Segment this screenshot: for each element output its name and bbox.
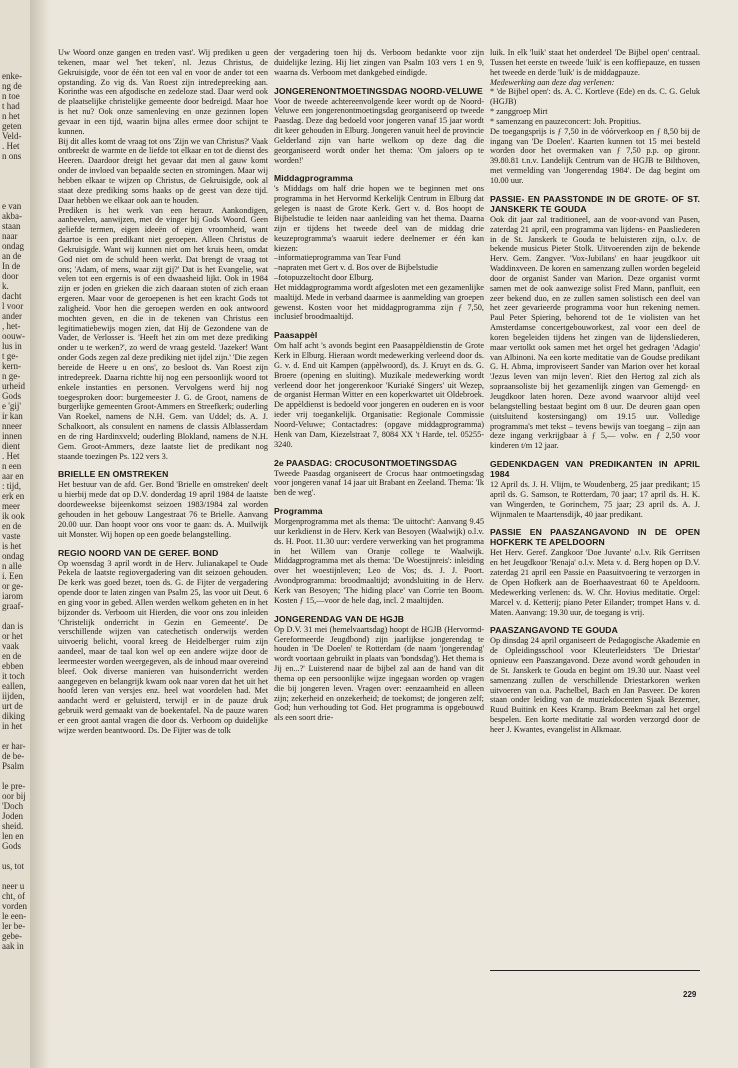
gutter-fragment: kern- — [2, 361, 21, 371]
gutter-fragment: diking — [2, 711, 26, 721]
column-left — [58, 48, 268, 736]
paragraph: Morgenprogramma met als thema: 'De uittocht': Aanvang 9.45 uur kerkdienst in de Herv. Kerk van Besoyen (Waalwijk) o.l.v. ds. H. Poot. 11.30 uur: verdere verwerking van het programma in het Willem van Oranje college te Waalwijk. Middagprogramma met als thema: 'De Woestijnreis': inleiding over het woestijnleven; Leo de Vos; ds. J. J. Poort. Avondprogramma: broodmaaltijd; avondsluiting in de Herv. Kerk van Besoyen; 'The hiding place' van Corrie ten Boom. Kosten ƒ 15,—voor de hele dag, incl. 2 maaltijden. — [274, 517, 484, 605]
gutter-fragment: n een — [2, 461, 22, 471]
gutter-fragment: i. Een — [2, 571, 23, 581]
gutter-fragment: 'Doch — [2, 801, 24, 811]
gutter-fragment: l voor — [2, 301, 24, 311]
gutter-fragment: neer u — [2, 881, 25, 891]
gutter-fragment: is het — [2, 541, 22, 551]
gutter-fragment: Psalm — [2, 761, 25, 771]
gutter-fragment: ander — [2, 311, 22, 321]
column-end-rule — [490, 970, 700, 971]
paragraph: Het Herv. Geref. Zangkoor 'Doe Juvante' o.l.v. Rik Gerritsen en het Jeugdkoor 'Renaja' o.l.v. Meta v. d. Berg hopen op D.V. zaterdag 21 april een Passie en Paasuitvoering te verzorgen in de Open Hofkerk aan de Boerhaavestraat 60 te Apeldoorn. Medewerking verlenen: ds. W. Chr. Hovius meditatie. Orgel: Marcel v. d. Ketterij; piano Peter Eilander; trompet Hans v. d. Maten. Aanvang: 19.30 uur, de toegang is vrij. — [490, 548, 700, 617]
gutter-fragment: Veld- — [2, 131, 22, 141]
paragraph: Prediken is het werk van een herauт. Aankondigen, aanbevelen, aanwijzen, met de vinger bij Gods Woord. Geen geliefde termen, eigen ideeën of eigen vroomheid, want daartoe is een predikant niet geroepen. Alleen Christus de Gekruisigde. Want wij kunnen niet om het kruis heen, omdat God niet om de schuld heen werkt. Dat brengt de vraag tot ons; 'Adam, of mens, waar zijt gij?' Dat is het Evangelie, wat velen tot een ergernis is of een dwaasheid lijkt. Ook in 1984 zijn er joden en grieken die zich daaraan stoten of zich eraan ergeren. Maar voor de geroepenen is het een kracht Gods tot zaligheid. Voor hen die geroepen werden en ook antwoord mochten geven, en die in de tekenen van Christus een legitimatiebewijs mogen zien, dat Hij de Gezondene van de Vader, de Verlosser is. 'Heeft het zin om met deze prediking onder u te werken?', zo werd de vraag gesteld. 'Jazeker! Want onder Gods zegen zal deze prediking niet ijdel zijn.' 'Die zegen bereide de Heere u en ons', zo besloot ds. Van Roest zijn intredepreek. Daarna richtte hij nog een persoonlijk woord tot enkele instanties en personen. Vervolgens werd hij nog toegesproken door: burgemeester J. G. de Groot, namens de burgerlijke gemeenten Groot-Ammers en Streefkerk; ouderling Van Roekel, namens de N.H. Gem. van Uddel; ds. A. J. Schalkoort, als consulent en namens de classis Alblasserdam en de ring Hardinxveld; ouderling Blokland, namens de N.H. Gem. Groot-Ammers, deze laatste liet de predikant nog staande toezingen Ps. 122 vers 3. — [58, 205, 268, 461]
gutter-fragment: Joden — [2, 811, 23, 821]
gutter-fragment: ler be- — [2, 921, 26, 931]
gutter-fragment: an de — [2, 251, 22, 261]
gutter-fragment: vaste — [2, 531, 21, 541]
gutter-fragment: dient — [2, 441, 20, 451]
gutter-fragment: geten — [2, 121, 22, 131]
previous-page-edge — [0, 0, 31, 1068]
gutter-fragment: le pre- — [2, 781, 26, 791]
gutter-fragment: innen — [2, 431, 22, 441]
paragraph: Op D.V. 31 mei (hemelvaartsdag) hoopt de HGJB (Hervormd-Gereformeerde Jeugdbond) zijn jaarlijkse jongerendag te houden in 'De Doelen' te Rotterdam (de naam 'jongerendag' wordt voortaan gebruikt in plaats van 'bondsdag'). Het thema is Jij en...?' Luisterend naar de bijbel zal aan de hand van dit thema op een persoonlijke wijze ingegaan worden op vragen die bij jongeren leven. Vragen over: eenzaamheid en alleen zijn; zekerheid en onzekerheid; de toekomst; de jongeren zelf; God; hun verhouding tot God. Het programma is opgebouwd als een soort drie- — [274, 624, 484, 723]
paragraph: Uw Woord onze gangen en treden vast'. Wij prediken u geen tekenen, maar wel 'het teken', nl. Jezus Christus, de Gekruisigde, voor de één tot een val en voor de ander tot een opstanding. Zo vig ds. Van Roest zijn intredepreeking aan. Korinthe was een afgodische en zedeloze stad. Daar werd ook de plaatselijke christelijke gemeente door bedreigd. Maar hoe is het nu? Ook onze samenleving en onze gezinnen lopen gevaar in een tijd, waarin bijna alles ermee door schijnt te kunnen. — [58, 48, 268, 136]
gutter-fragment: oouw- — [2, 331, 25, 341]
gutter-fragment: aak in — [2, 941, 24, 951]
gutter-fragment: in het — [2, 721, 23, 731]
gutter-fragment: n ge- — [2, 371, 21, 381]
list-item: * samenzang en pauzeconcert: Joh. Propitius. — [490, 116, 641, 126]
section-heading: GEDENKDAGEN VAN PREDIKANTEN IN APRIL 1984 — [490, 459, 700, 480]
gutter-fragment: le een- — [2, 911, 27, 921]
gutter-fragment: it toch — [2, 671, 25, 681]
gutter-fragment: , het- — [2, 321, 21, 331]
gutter-fragment: us, tot — [2, 861, 25, 871]
gutter-fragment: iijden, — [2, 691, 25, 701]
gutter-fragment: : tijd, — [2, 481, 22, 491]
paragraph: Het bestuur van de afd. Ger. Bond 'Brielle en omstreken' deelt u hierbij mede dat op D.V. donderdag 19 april 1984 de laatste doordeweekse bijeenkomst seizoen 1983/1984 zal worden gehouden in het gebouw Langestraat 76 te Brielle. Aanvang 20.00 uur. Dan hoopt voor ons voor te gaan: ds. A. Muilwijk uit Monster. Wij hopen op een goede belangstelling. — [58, 480, 268, 539]
section-heading: JONGERENDAG VAN DE HGJB — [274, 613, 405, 624]
gutter-fragment: len en — [2, 831, 24, 841]
gutter-fragment: . Het — [2, 451, 20, 461]
section-heading: BRIELLE EN OMSTREKEN — [58, 469, 169, 480]
gutter-fragment: vaak — [2, 641, 19, 651]
gutter-fragment: urheid — [2, 381, 25, 391]
page-spine-shadow — [30, 0, 50, 1068]
section-heading: JONGERENONTMOETINGSDAG NOORD-VELUWE — [274, 85, 483, 96]
gutter-fragment: iarom — [2, 591, 23, 601]
gutter-fragment: naar — [2, 231, 18, 241]
gutter-fragment: en de — [2, 521, 22, 531]
gutter-fragment: sheid. — [2, 821, 24, 831]
gutter-fragment: ondag — [2, 241, 24, 251]
gutter-fragment: urt de — [2, 701, 23, 711]
paragraph: Op dinsdag 24 april organiseert de Pedagogische Akademie en de Opleidingsschool voor Kleuterleidsters 'De Driestar' opnieuw een Paaszangavond. Deze avond wordt gehouden in de St. Janskerk te Gouda en begint om 19.30 uur. Naast veel samenzang zullen de verschillende Driestarkoren werken uitvoeren van o.a. Pachelbel, Bach en Jan Pasveer. De koren staan onder leiding van de muziekdocenten Sjaak Bezemer, Ruud Buitink en Kees Kramp. Bram Beekman zal het orgel bespelen. Een korte meditatie zal worden verzorgd door de heer J. Kwantes, evangelist in Alkmaar. — [490, 636, 700, 734]
gutter-fragment: eallen, — [2, 681, 26, 691]
gutter-fragment: ondag — [2, 551, 24, 561]
section-heading: PAASZANGAVOND TE GOUDA — [490, 625, 618, 636]
gutter-fragment: enke- — [2, 71, 22, 81]
gutter-fragment: erk en — [2, 491, 25, 501]
paragraph: Om half acht 's avonds begint een Paasappèldienstin de Grote Kerk in Elburg. Hieraan wordt medewerking verleend door ds. G. v. d. End uit Kampen (appèlwoord), ds. J. Kruyt en ds. G. Broere (opening en sluiting). Muzikale medewerking wordt verleend door het jongerenkoor 'Kuriaké Singers' uit Wezep, de organist Herman Witter en een koperkwartet uit Oldebroek. De appèldienst is bedoeld voor jongeren en ouderen en is voor ieder vrij toegankelijk. Organisatie: Regionale Commissie Noord-Veluwe; Contactadres: (opgave middagprogramma) Henk van Dam, Kiezelstraat 7, 8084 XX 't Harde, tel. 05255-3240. — [274, 341, 484, 449]
paragraph: Op woensdag 3 april wordt in de Herv. Julianakapel te Oude Pekela de laatste regiovergadering van dit seizoen gehouden. De kerk was goed bezet, toen ds. G. de Fijter de vergadering opende door te laten zingen van Psalm 25, las voor uit Deut. 6 en ging voor in gebed. Allen werden welkom geheten en in het bijzonder ds. Verboom uit Hierden, die voor ons zou inleiden 'Christelijk onderricht in Gezin en Gemeente'. De verschillende wijzen van catechetisch onderwijs werden uitvoerig belicht, vooral kreeg de Heidelberger ruim zijn aandeel, maar de taal kon wel op een andere wijze door de leermeester worden weergegeven, als de inhoud maar overeind bleef. Ook diverse manieren van huisonderricht werden aangegeven en belangrijk kwam ook naar voren dat het uit het hoofd leren van versjes enz. heel wat voordelen had. Met aandacht werd er geluisterd, terwijl er in de pauze druk gebruik werd gemaakt van de boekentafel. Na de pauze waren er een groot aantal vragen die door ds. Verboom op duidelijke wijze werden beantwoord. Ds. De Fijter was de tolk — [58, 558, 268, 735]
paragraph: Medewerking aan deze dag verlenen: — [490, 77, 615, 87]
section-heading: 2e PAASDAG: CROCUSONTMOETINGSDAG — [274, 457, 458, 468]
list-item: –napraten met Gert v. d. Bos over de Bijbelstudie — [274, 263, 438, 273]
gutter-fragment: ebben — [2, 661, 24, 671]
list-item: * 'de Bijbel open': ds. A. C. Kortleve (Ede) en ds. C. G. Geluk (HGJB) — [490, 87, 700, 107]
gutter-fragment: vorden — [2, 901, 27, 911]
paragraph: Ook dit jaar zal traditioneel, aan de voor-avond van Pasen, zaterdag 21 april, een programma van lijdens- en Paasliederen in de St. Janskerk te Gouda te beluisteren zijn, o.l.v. de bekende musicus Pieter Stolk. Uitvoerenden zijn de bekende Herv. Gem. Zangver. 'Vox-Jubilans' en haar jeugdkoor uit Waddinxveen. De koren en samenzang zullen worden begeleid door de organist Sander van Marion. Deze organist vormt samen met de ook aanwezige solist Fred Mann, panfluit, een zeer bekend duo, en ze zullen samen solistisch een deel van het zeer gevarieerde programma voor hun rekening nemen. Paul Peter Spiering, behorend tot de 1e violisten van het Amsterdamse concertgebouworkest, zal voor een deel de koren begeleiden tijdens het zingen van de lijdensliederen, maar vertolkt ook samen met het orgel het gedragen 'Adagio' van Albinoni. Na een korte meditatie van de Goudse predikant G. H. Abma, improviseert Sander van Marion over het koraal 'Jezus leven van mijn leven'. Riet den Hertog zal zich als sopraansoliste bij het gezamenlijk zingen van Gemengd- en Jeugdkoor laten horen. Deze avond waarvoor altijd veel belangstelling bestaat begint om 8 uur. De deuren gaan open (uitsluitend kostersingang) om 19.15 uur. Volledige programma's met tekst – tevens bewijs van toegang – zijn aan deze ingang verkrijgbaar à ƒ 5,— volw. en ƒ 2,50 voor kinderen t/m 12 jaar. — [490, 214, 700, 451]
gutter-fragment: graaf- — [2, 601, 24, 611]
subsection-heading: Middagprogramma — [274, 173, 353, 184]
paragraph: Voor de tweede achtereenvolgende keer wordt op de Noord-Veluwe een jongerenontmoetingsdag georganiseerd op tweede Paasdag. Deze dag bedoeld voor jongeren vanaf 15 jaar wordt dit keer gehouden in Elburg. Jongeren vanuit heel de provincie Gelderland zijn van harte welkom op deze dag die georganiseerd wordt onder het thema: 'Om jaloers op te worden!' — [274, 96, 484, 165]
gutter-fragment: staan — [2, 221, 21, 231]
column-right — [490, 48, 700, 735]
gutter-fragment: dacht — [2, 291, 22, 301]
gutter-fragment: gebe- — [2, 931, 22, 941]
section-heading: PASSIE EN PAASZANGAVOND IN DE OPEN HOFKERK TE APELDOORN — [490, 527, 700, 548]
subsection-heading: Programma — [274, 506, 323, 517]
paragraph: Het middagprogramma wordt afgesloten met een gezamenlijke maaltijd. Mede in verband daarmee is aanmelding van groepen gewenst. Kosten voor het middagprogramma zijn ƒ 7,50, inclusief broodmaaltijd. — [274, 282, 484, 322]
gutter-fragment: er har- — [2, 741, 26, 751]
gutter-fragment: ir kan — [2, 411, 23, 421]
gutter-fragment: de be- — [2, 751, 25, 761]
gutter-fragment: Gods — [2, 391, 22, 401]
gutter-fragment: lus in — [2, 341, 22, 351]
section-heading: REGIO NOORD VAN DE GEREF. BOND — [58, 547, 219, 558]
section-heading: PASSIE- EN PAASSTONDE IN DE GROTE- OF ST. JANSKERK TE GOUDA — [490, 193, 700, 214]
gutter-fragment: or ge- — [2, 581, 24, 591]
paragraph: luik. In elk 'luik' staat het onderdeel 'De Bijbel open' centraal. Tussen het eerste en tweede 'luik' is een koffiepauze, en tussen het tweede en derde 'luik' is de middagpauze. — [490, 48, 700, 77]
gutter-fragment: oor bij — [2, 791, 26, 801]
gutter-fragment: . Het — [2, 141, 20, 151]
column-middle — [274, 48, 484, 723]
gutter-fragment: n het — [2, 111, 20, 121]
paragraph: 's Middags om half drie hopen we te beginnen met ons programma in het Hervormd Kerkelijk Centrum in Elburg dat gelegen is naast de Grote Kerk. Gert v. d. Bos hoopt de Bijbelstudie te leiden naar aanleiding van het thema. Daarna zijn er tijdens het tweede deel van de middag drie keuzeprogramma's waaruit iedere deelnemer er één kan kiezen: — [274, 184, 484, 253]
gutter-fragment: t ge- — [2, 351, 19, 361]
gutter-fragment: n ons — [2, 151, 22, 161]
gutter-fragment: meer — [2, 501, 20, 511]
list-item: * zanggroep Mirt — [490, 107, 548, 117]
gutter-fragment: k. — [2, 281, 9, 291]
paragraph: 12 April ds. J. H. Vlijm, te Woudenberg, 25 jaar predikant; 15 april ds. G. Samson, te Rotterdam, 70 jaar; 17 april ds. H. K. van Wingerden, te Gorinchem, 75 jaar; 23 april ds. A. J. Wijnmalen te Maartensdijk, 40 jaar predikant. — [490, 480, 700, 519]
paragraph: der vergadering toen hij ds. Verboom bedankte voor zijn duidelijke lezing. Hij liet zingen van Psalm 103 vers 1 en 9, waarna ds. Verboom met dankgebed eindigde. — [274, 48, 484, 77]
gutter-fragment: ng de — [2, 81, 22, 91]
gutter-fragment: nneer — [2, 421, 22, 431]
gutter-fragment: e van — [2, 201, 22, 211]
gutter-fragment: In de — [2, 261, 21, 271]
gutter-fragment: akba- — [2, 211, 22, 221]
gutter-fragment: n toe — [2, 91, 20, 101]
page-number: 229 — [683, 990, 697, 999]
paragraph: De toegangsprijs is ƒ 7,50 in de vóórverkoop en ƒ 8,50 bij de ingang van 'De Doelen'. Kaarten kunnen tot 15 mei besteld worden door het overmaken van ƒ 7,50 p.p. op gironr. 39.80.81 t.n.v. Landelijk Centrum van de HGJB te Bilthoven, met vermelding van 'Jongerendag 1984'. De dag begint om 10.00 uur. — [490, 126, 700, 185]
gutter-fragment: n alle — [2, 561, 22, 571]
list-item: –informatieprogramma van Tear Fund — [274, 253, 401, 263]
subsection-heading: Paasappèl — [274, 330, 318, 341]
gutter-fragment: ik ook — [2, 511, 25, 521]
list-item: –fotopuzzeltocht door Elburg. — [274, 273, 374, 283]
gutter-fragment: Gods — [2, 841, 22, 851]
paragraph: Bij dit alles komt de vraag tot ons 'Zijn we van Christus?' Vaak ontbreekt de warmte en de liefde tot elkaar en tot de dienst des Heeren. Daardoor dreigt het gevaar dat men al gauw komt onder de invloed van bepaalde secten en stromingen. Maar wij hebben elkaar te wijzen op Christus, de Gekruisigde, ook al staat deze prediking soms haaks op de geest van deze tijd. Daar hebben we elkaar ook aan te houden. — [58, 136, 268, 205]
gutter-fragment: e 'gij' — [2, 401, 21, 411]
gutter-fragment: cht, of — [2, 891, 25, 901]
gutter-fragment: aar en — [2, 471, 24, 481]
gutter-fragment: en de — [2, 651, 22, 661]
gutter-fragment: t had — [2, 101, 20, 111]
gutter-fragment: or het — [2, 631, 23, 641]
gutter-fragment: door — [2, 271, 19, 281]
paragraph: Tweede Paasdag organiseert de Crocus haar ontmoetingsdag voor jongeren vanaf 14 jaar uit Brabant en Zeeland. Thema: 'Ik ben de weg'. — [274, 468, 484, 498]
gutter-fragment: dan is — [2, 621, 24, 631]
